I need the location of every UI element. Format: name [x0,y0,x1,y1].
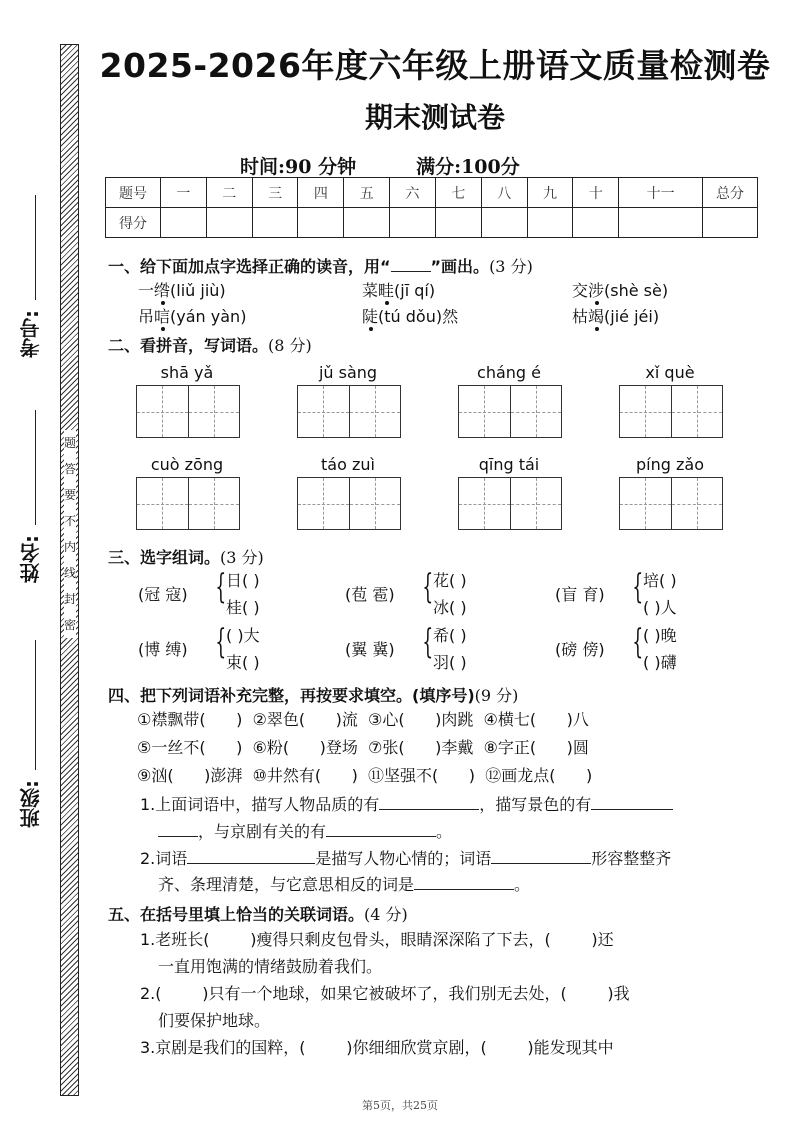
score-input-cell[interactable] [344,208,390,238]
heading-text: ”画出。 [430,257,490,276]
heading-text: 三、选字组词。 [108,548,221,567]
full-score: 满分:100分 [416,156,520,178]
item-text: 一 [138,281,155,300]
fill-sentence[interactable]: 1.老班长( )瘦得只剩皮包骨头，眼睛深深陷了下去，( )还 [140,930,614,949]
seal-char: 内 [64,540,77,554]
word-blank[interactable]: ( )大 [226,626,260,645]
answer-blank[interactable] [414,873,514,890]
pinyin-options: (jié jéi) [604,307,660,326]
word-blank[interactable]: 束( ) [226,653,260,672]
page-footer: 第5页，共25页 [362,1099,438,1112]
seal-char: 要 [64,488,77,502]
seal-char: 封 [64,592,77,606]
question-text: ，与京剧有关的有 [198,822,327,841]
score-input-cell[interactable] [527,208,573,238]
item-text: 交 [572,281,589,300]
word-blank[interactable]: 羽( ) [433,653,467,672]
table-cell: 十 [573,178,619,208]
sec1-item[interactable] [362,306,458,328]
word-blank[interactable]: 日( ) [226,571,260,590]
pinyin-options: (yán yàn) [170,307,247,326]
pinyin-prompt: jǔ sàng [318,363,378,382]
sec1-item[interactable] [362,280,435,302]
brace-icon: { [215,567,227,607]
pinyin-options: (shè sè) [604,281,669,300]
score-table-score-row [106,208,758,238]
exam-number-line [35,195,36,300]
idiom-row[interactable]: ⑨汹( )澎湃 ⑩井然有( ) ⑪坚强不( ) ⑫画龙点( ) [137,766,593,785]
answer-blank[interactable] [326,820,436,837]
table-cell: 四 [298,178,344,208]
item-text: 菜 [362,281,379,300]
score-input-cell[interactable] [703,208,758,238]
answer-blank[interactable] [187,847,315,864]
sec1-item[interactable] [138,280,226,302]
pinyin-prompt: xǐ què [645,363,695,382]
question-text: 形容整整齐 [591,849,672,868]
table-cell: 八 [481,178,527,208]
score-input-cell[interactable] [390,208,436,238]
writing-grid[interactable] [619,385,723,438]
idiom-row[interactable]: ①襟飘带( ) ②翠色( )流 ③心( )肉跳 ④横七( )八 [137,710,589,729]
pinyin-options: (tú dǒu)然 [378,307,459,326]
exam-number-label: 考号: [19,310,43,358]
writing-grid[interactable] [136,385,240,438]
dotted-char: 竭 [588,307,605,326]
table-cell: 二 [206,178,252,208]
score-input-cell[interactable] [435,208,481,238]
fill-sentence[interactable]: 3.京剧是我们的国粹，( )你细细欣赏京剧，( )能发现其中 [140,1038,614,1057]
section-5-heading [108,902,408,925]
dotted-char: 畦 [378,281,395,300]
points: (9 分) [474,686,519,705]
points: (3 分) [220,548,264,567]
points: (4 分) [364,905,408,924]
sec4-question-1 [140,793,673,816]
char-pair: (磅 傍) [555,640,605,659]
brace-icon: { [215,622,227,662]
brace-icon: { [422,567,434,607]
word-blank[interactable]: 冰( ) [433,598,467,617]
answer-blank[interactable] [379,793,479,810]
item-text: 枯 [572,307,589,326]
question-text: 是描写人物心情的；词语 [315,849,492,868]
pinyin-options: (liǔ jiù) [170,281,226,300]
pinyin-prompt: shā yǎ [160,363,214,382]
seal-char: 题 [64,436,77,450]
table-cell: 得分 [106,208,161,238]
question-text: 2.词语 [140,849,188,868]
word-blank[interactable]: ( )人 [643,598,677,617]
fill-sentence: 们要保护地球。 [158,1011,271,1030]
exam-info [240,152,580,179]
pinyin-prompt: cháng é [477,363,541,382]
score-input-cell[interactable] [481,208,527,238]
section-3-heading [108,545,264,568]
table-cell: 三 [252,178,298,208]
dotted-char: 绺 [154,281,171,300]
writing-grid[interactable] [619,477,723,530]
word-blank[interactable]: ( )晚 [643,626,677,645]
heading-text: 一、给下面加点字选择正确的读音，用“ [108,257,391,276]
seal-char: 线 [64,566,77,580]
sec4-question-1-cont [158,820,452,843]
heading-text: 四、把下列词语补充完整，再按要求填空。(填序号) [108,686,475,705]
seal-char: 不 [64,514,77,528]
score-input-cell[interactable] [252,208,298,238]
heading-text: 五、在括号里填上恰当的关联词语。 [108,905,365,924]
word-blank[interactable]: 花( ) [433,571,467,590]
answer-blank[interactable] [491,847,591,864]
score-input-cell[interactable] [573,208,619,238]
fill-sentence[interactable]: 2.( )只有一个地球，如果它被破坏了，我们别无去处，( )我 [140,984,630,1003]
table-cell: 总分 [703,178,758,208]
char-pair: (盲 育) [555,585,605,604]
writing-grid[interactable] [297,477,401,530]
page-subtitle: 期末测试卷 [364,101,505,134]
seal-char: 答 [64,462,77,476]
word-blank[interactable]: 桂( ) [226,598,260,617]
score-input-cell[interactable] [619,208,703,238]
char-pair: (博 缚) [138,640,188,659]
table-cell: 七 [435,178,481,208]
table-cell: 十一 [619,178,703,208]
word-blank[interactable]: 希( ) [433,626,467,645]
table-cell: 题号 [106,178,161,208]
table-cell: 九 [527,178,573,208]
brace-icon: { [632,622,644,662]
pinyin-prompt: píng zǎo [636,455,704,474]
seal-char: 密 [64,618,77,632]
pinyin-prompt: qīng tái [478,455,540,474]
sec4-question-2-cont [158,873,530,896]
char-pair: (冠 寇) [138,585,188,604]
seal-line-notice [64,430,76,638]
section-1-heading [108,254,533,277]
table-cell: 六 [390,178,436,208]
class-label: 班级: [19,780,43,828]
score-table [105,177,758,238]
sec1-item[interactable] [138,306,246,328]
question-text: ，描写景色的有 [479,795,592,814]
writing-grid[interactable] [297,385,401,438]
name-label: 姓名: [19,535,43,583]
pinyin-prompt: táo zuì [321,455,375,474]
brace-icon: { [632,567,644,607]
name-line [35,410,36,525]
dotted-char: 涉 [588,281,605,300]
points: (8 分) [268,336,312,355]
answer-blank[interactable] [158,820,198,837]
char-pair: (翼 冀) [345,640,395,659]
brace-icon: { [422,622,434,662]
writing-grid[interactable] [458,385,562,438]
sec1-item[interactable] [572,306,659,328]
answer-blank[interactable] [591,793,673,810]
time-limit: 时间:90 分钟 [240,156,357,178]
pinyin-options: (jī qí) [394,281,436,300]
item-text: 吊 [138,307,155,326]
question-text: 。 [514,875,531,894]
dotted-char: 唁 [154,307,171,326]
fill-sentence: 一直用饱满的情绪鼓励着我们。 [158,957,383,976]
page-title: 2025-2026年度六年级上册语文质量检测卷 [99,46,771,85]
section-4-heading [108,683,518,706]
word-blank[interactable]: 培( ) [643,571,677,590]
class-line [35,640,36,770]
score-input-cell[interactable] [161,208,207,238]
writing-grid[interactable] [136,477,240,530]
question-text: 1.上面词语中，描写人物品质的有 [140,795,380,814]
question-text: 齐、条理清楚，与它意思相反的词是 [158,875,415,894]
sec1-item[interactable] [572,280,668,302]
answer-blank [391,255,431,272]
pinyin-prompt: cuò zōng [150,455,224,474]
idiom-row[interactable]: ⑤一丝不( ) ⑥粉( )登场 ⑦张( )李戴 ⑧字正( )圆 [137,738,589,757]
char-pair: (苞 雹) [345,585,395,604]
dotted-char: 陡 [362,307,379,326]
score-table-header-row [106,178,758,208]
score-input-cell[interactable] [298,208,344,238]
word-blank[interactable]: ( )礴 [643,653,677,672]
heading-text: 二、看拼音，写词语。 [108,336,269,355]
sec4-question-2 [140,847,671,870]
table-cell: 五 [344,178,390,208]
points: (3 分) [489,257,533,276]
score-input-cell[interactable] [206,208,252,238]
question-text: 。 [436,822,453,841]
table-cell: 一 [161,178,207,208]
writing-grid[interactable] [458,477,562,530]
section-2-heading [108,333,312,356]
